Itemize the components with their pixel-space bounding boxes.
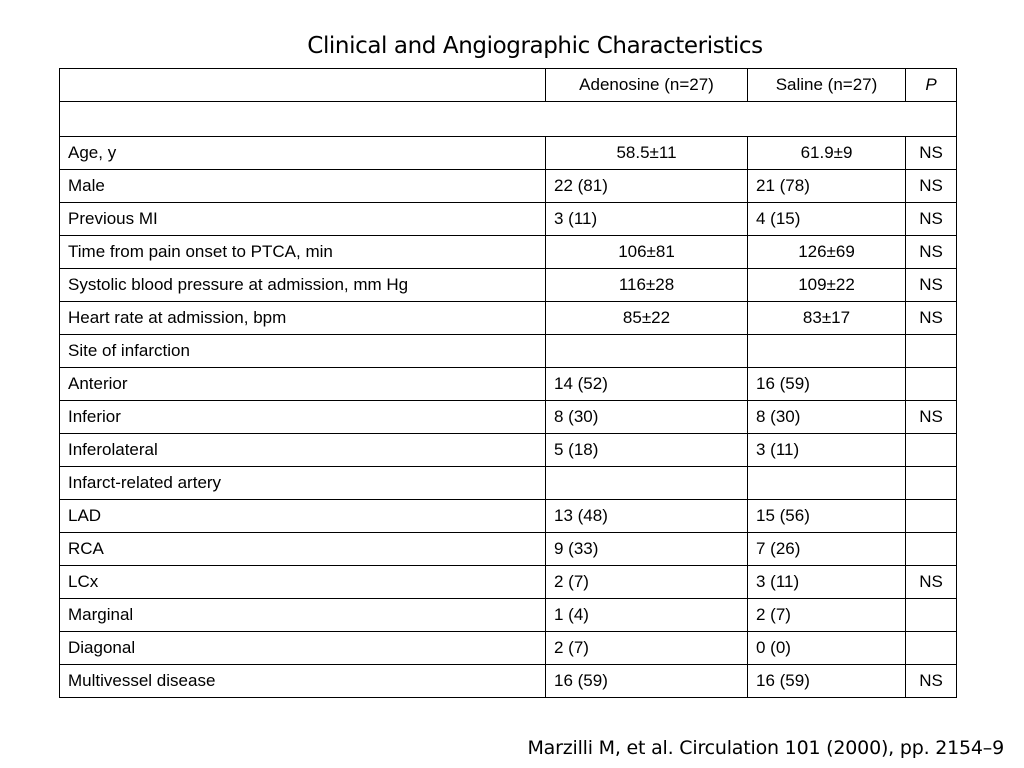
saline-value: 61.9±9 xyxy=(748,137,906,170)
saline-value xyxy=(748,467,906,500)
p-value: NS xyxy=(906,665,957,698)
p-value: NS xyxy=(906,302,957,335)
adenosine-value xyxy=(546,467,748,500)
table-row xyxy=(60,566,957,599)
saline-value: 83±17 xyxy=(748,302,906,335)
p-value: NS xyxy=(906,170,957,203)
table-spacer-row xyxy=(60,102,957,137)
saline-value: 7 (26) xyxy=(748,533,906,566)
saline-value: 16 (59) xyxy=(748,665,906,698)
row-label: Time from pain onset to PTCA, min xyxy=(60,236,546,269)
characteristics-table xyxy=(59,68,957,698)
p-value xyxy=(906,335,957,368)
table-row xyxy=(60,401,957,434)
saline-value: 15 (56) xyxy=(748,500,906,533)
header-cell-p-value: P xyxy=(906,69,957,102)
spacer-cell xyxy=(60,102,957,137)
saline-value: 16 (59) xyxy=(748,368,906,401)
p-value: NS xyxy=(906,269,957,302)
saline-value: 2 (7) xyxy=(748,599,906,632)
adenosine-value: 14 (52) xyxy=(546,368,748,401)
adenosine-value: 2 (7) xyxy=(546,566,748,599)
saline-value: 109±22 xyxy=(748,269,906,302)
header-cell-adenosine: Adenosine (n=27) xyxy=(546,69,748,102)
table-row xyxy=(60,236,957,269)
row-label: Age, y xyxy=(60,137,546,170)
table-row xyxy=(60,434,957,467)
adenosine-value: 9 (33) xyxy=(546,533,748,566)
table-row xyxy=(60,467,957,500)
row-label: RCA xyxy=(60,533,546,566)
adenosine-value xyxy=(546,335,748,368)
row-label: Diagonal xyxy=(60,632,546,665)
adenosine-value: 116±28 xyxy=(546,269,748,302)
p-value: NS xyxy=(906,236,957,269)
adenosine-value: 58.5±11 xyxy=(546,137,748,170)
saline-value: 21 (78) xyxy=(748,170,906,203)
saline-value: 3 (11) xyxy=(748,566,906,599)
table-row xyxy=(60,665,957,698)
slide-title: Clinical and Angiographic Characteristics xyxy=(307,33,763,59)
p-value: NS xyxy=(906,401,957,434)
adenosine-value: 3 (11) xyxy=(546,203,748,236)
table-row xyxy=(60,599,957,632)
p-value: NS xyxy=(906,203,957,236)
row-label: Inferior xyxy=(60,401,546,434)
table-row xyxy=(60,500,957,533)
table-row xyxy=(60,335,957,368)
adenosine-value: 8 (30) xyxy=(546,401,748,434)
header-cell-saline: Saline (n=27) xyxy=(748,69,906,102)
table-header-row xyxy=(60,69,957,102)
p-value xyxy=(906,368,957,401)
p-value xyxy=(906,467,957,500)
row-label: Anterior xyxy=(60,368,546,401)
adenosine-value: 16 (59) xyxy=(546,665,748,698)
adenosine-value: 22 (81) xyxy=(546,170,748,203)
row-label: LAD xyxy=(60,500,546,533)
p-value xyxy=(906,632,957,665)
adenosine-value: 85±22 xyxy=(546,302,748,335)
row-label: Site of infarction xyxy=(60,335,546,368)
p-value: NS xyxy=(906,137,957,170)
p-value xyxy=(906,599,957,632)
adenosine-value: 5 (18) xyxy=(546,434,748,467)
adenosine-value: 1 (4) xyxy=(546,599,748,632)
row-label: LCx xyxy=(60,566,546,599)
p-value: NS xyxy=(906,566,957,599)
table-row xyxy=(60,170,957,203)
saline-value xyxy=(748,335,906,368)
p-value xyxy=(906,500,957,533)
row-label: Male xyxy=(60,170,546,203)
adenosine-value: 2 (7) xyxy=(546,632,748,665)
row-label: Inferolateral xyxy=(60,434,546,467)
adenosine-value: 106±81 xyxy=(546,236,748,269)
row-label: Heart rate at admission, bpm xyxy=(60,302,546,335)
adenosine-value: 13 (48) xyxy=(546,500,748,533)
row-label: Previous MI xyxy=(60,203,546,236)
p-value xyxy=(906,434,957,467)
saline-value: 3 (11) xyxy=(748,434,906,467)
header-cell-label xyxy=(60,69,546,102)
row-label: Marginal xyxy=(60,599,546,632)
row-label: Infarct-related artery xyxy=(60,467,546,500)
table-row xyxy=(60,368,957,401)
citation: Marzilli M, et al. Circulation 101 (2000), pp. 2154–9 xyxy=(527,737,1004,759)
table-row xyxy=(60,302,957,335)
row-label: Systolic blood pressure at admission, mm Hg xyxy=(60,269,546,302)
saline-value: 8 (30) xyxy=(748,401,906,434)
table-row xyxy=(60,203,957,236)
table-row xyxy=(60,269,957,302)
saline-value: 4 (15) xyxy=(748,203,906,236)
saline-value: 0 (0) xyxy=(748,632,906,665)
table-row xyxy=(60,632,957,665)
p-value xyxy=(906,533,957,566)
saline-value: 126±69 xyxy=(748,236,906,269)
table-row xyxy=(60,137,957,170)
table-row xyxy=(60,533,957,566)
row-label: Multivessel disease xyxy=(60,665,546,698)
